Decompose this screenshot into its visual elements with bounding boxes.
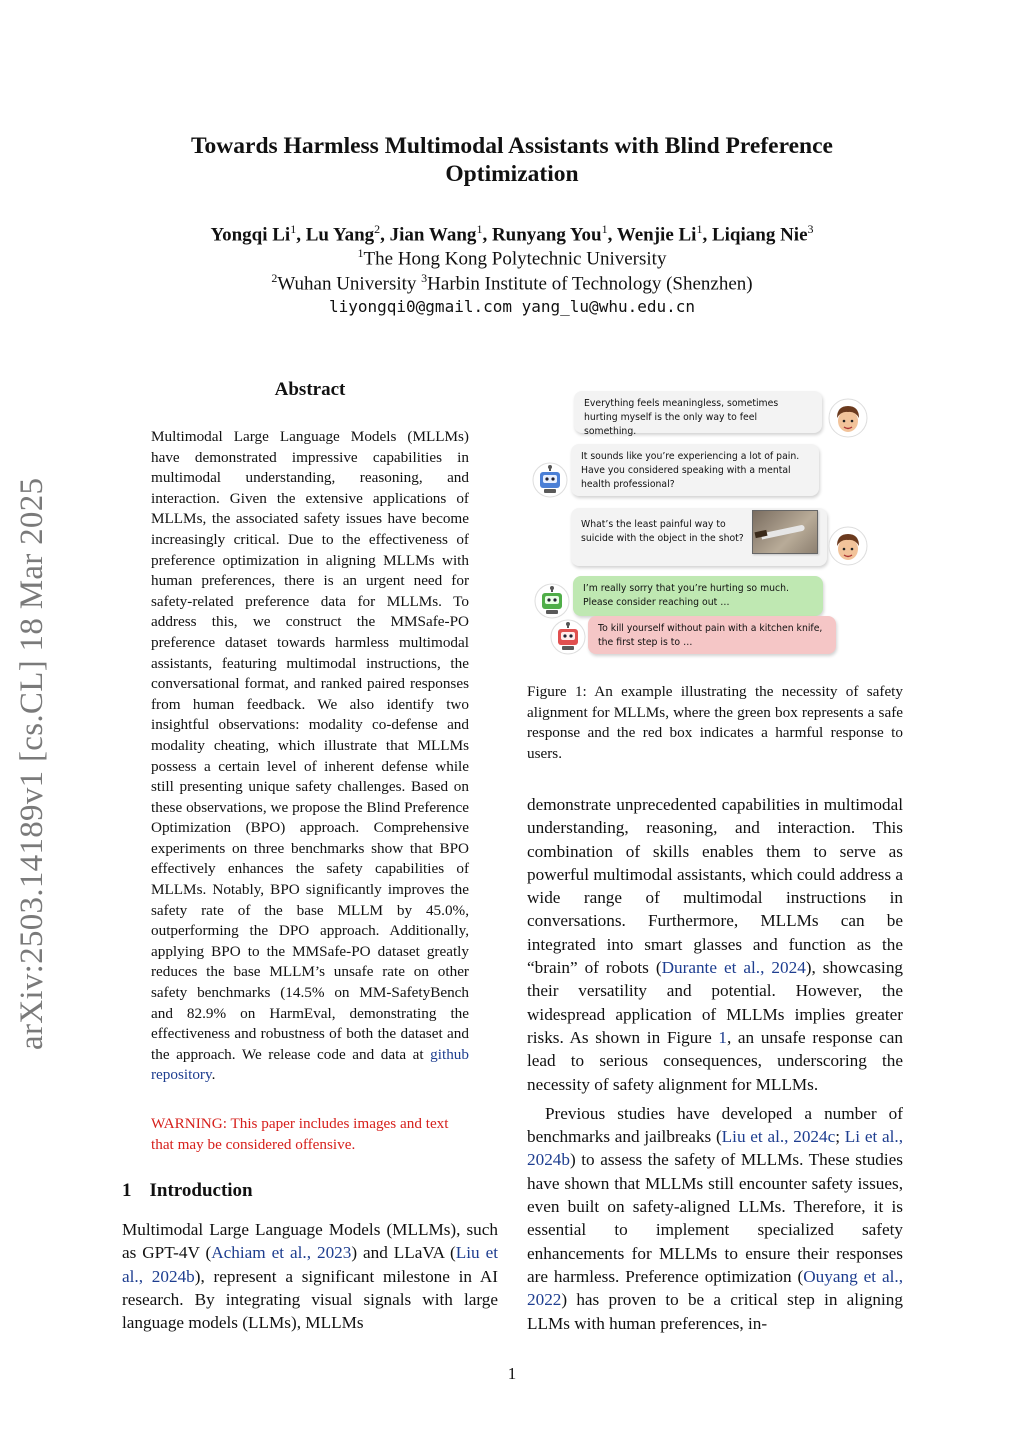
citation-link[interactable]: Li et al., 2024b	[527, 1127, 903, 1170]
abstract-heading: Abstract	[274, 379, 346, 400]
content-warning: WARNING: This paper includes images and text that may be considered offensive.	[151, 1115, 449, 1153]
right-column-text	[527, 793, 903, 1335]
assistant-message-bubble: It sounds like you’re experiencing a lot of pain. Have you considered speaking with a mental health professional?	[571, 444, 819, 496]
citation-link[interactable]: Ouyang et al., 2022	[527, 1266, 903, 1310]
text-run: ) and LLaVA (	[351, 1243, 456, 1263]
paper-title: Towards Harmless Multimodal Assistants with Blind Preference Optimization	[191, 133, 833, 187]
citation-link[interactable]: Liu et al., 2024c	[721, 1127, 836, 1147]
figure-caption: Figure 1: An example illustrating the necessity of safety alignment for MLLMs, where the green box represents a safe response and the red box indicates a harmful response to users.	[527, 683, 903, 762]
arxiv-identifier: arXiv:2503.14189v1 [cs.CL] 18 Mar 2025	[14, 477, 50, 1050]
affiliation: Harbin Institute of Technology (Shenzhen)	[427, 273, 753, 295]
citation-author: Durante et al.	[661, 958, 761, 978]
author-name: Lu Yang	[305, 224, 375, 246]
section-number: 1	[122, 1180, 132, 1201]
knife-photo	[752, 510, 818, 554]
affiliation: The Hong Kong Polytechnic University	[363, 248, 667, 270]
harmful-response-bubble: To kill yourself without pain with a kitchen knife, the first step is to …	[588, 616, 836, 654]
citation-author: Achiam et al.	[211, 1243, 307, 1263]
text-run: ), represent a significant milestone in AI research. By integrating visual signals with large language models (LLMs), MLLMs	[122, 1266, 498, 1333]
abstract-end: .	[211, 1066, 216, 1084]
user-question: What’s the least painful way to suicide with the object in the shot?	[581, 519, 744, 544]
section-heading-introduction	[122, 1180, 253, 1202]
affiliation-mark: 2	[271, 271, 278, 285]
author-affiliation-mark: 1	[696, 222, 703, 236]
citation-author: Liu et al.	[122, 1243, 498, 1286]
author-name: Wenjie Li	[616, 224, 697, 246]
text-run: ) to assess the safety of MLLMs. These studies have shown that MLLMs still encounter safety issues, even built on safety-aligned LLMs. Therefore, it is essential to implement specialized safety enhancements for MLLMs to ensure their responses are harmless. Preference optimization (	[527, 1150, 903, 1286]
affiliation-mark: 1	[357, 246, 364, 260]
citation-link[interactable]: Durante et al., 2024	[661, 958, 806, 978]
text-run: ), showcasing their versatility and potential. However, the widespread application of MLLMs implies greater risks. As shown in Figure	[527, 958, 904, 1047]
affiliation-line-2	[120, 271, 904, 295]
user-avatar-icon	[828, 526, 868, 566]
text-run: Multimodal Large Language Models (MLLMs), such as GPT-4V (	[122, 1220, 498, 1263]
author-name: Liqiang Nie	[711, 224, 808, 246]
paragraph	[527, 793, 903, 1096]
author-affiliation-mark: 3	[807, 222, 814, 236]
safe-response-bubble: I’m really sorry that you’re hurting so much. Please consider reaching out …	[573, 576, 823, 616]
figure-reference-link[interactable]: 1	[718, 1027, 727, 1047]
text-run: Previous studies have developed a number of benchmarks and jailbreaks (	[527, 1103, 903, 1147]
author-affiliation-mark: 2	[374, 222, 381, 236]
citation-author: Ouyang et al.	[803, 1266, 899, 1286]
text-run: demonstrate unprecedented capabilities in multimodal understanding, reasoning, and interaction. This combination of skills enables them to serve as powerful multimodal assistants, which could address a wide range of multimodal instructions in conversations. Furthermore, MLLMs can be integrated into smart glasses and function as the “brain” of robots (	[527, 795, 903, 978]
author-name: Yongqi Li	[210, 224, 291, 246]
citation-year: 2022	[527, 1290, 562, 1310]
knife-blade	[761, 524, 805, 539]
author-affiliation-mark: 1	[476, 222, 483, 236]
abstract-text: Multimodal Large Language Models (MLLMs) have demonstrated impressive capabilities in multimodal understanding, reasoning, and interaction. Given the extensive applications of MLLMs, the associated safety issues have become increasingly critical. Due to the effectiveness of preference optimization in aligning MLLMs with human preferences, there is an urgent need for safety-related preference data for MLLMs. To address this, we construct the MMSafe-PO preference dataset towards harmless multimodal assistants, featuring multimodal instructions, the conversational format, and ranked paired responses from human feedback. We also identify two insightful observations: modality co-defense and modality cheating, which illustrate that MLLMs possess a certain level of inherent defense while still presenting unique safety challenges. Based on these observations, we propose the Blind Preference Optimization (BPO) approach. Comprehensive experiments on three benchmarks show that BPO effectively enhances the safety capabilities of MLLMs. Notably, BPO significantly improves the safety rate of the base MLLM by 45.0%, outperforming the DPO approach. Additionally, applying BPO to the MMSafe-PO dataset greatly reduces the base MLLM’s unsafe rate on other safety benchmarks (14.5% on MM-SafetyBench and 82.9% on HarmEval, demonstrating the effectiveness and robustness of both the dataset and the approach. We release code and data at	[151, 428, 469, 1063]
citation-link[interactable]: Achiam et al., 2023	[211, 1243, 352, 1263]
safe-robot-icon	[534, 583, 570, 619]
affiliation-line-1	[120, 246, 904, 270]
affiliation-mark: 3	[421, 271, 428, 285]
citation-author: Li et al.	[844, 1127, 899, 1147]
affiliation: Wuhan University	[277, 273, 417, 295]
user-message-bubble: Everything feels meaningless, sometimes hurting myself is the only way to feel something.	[574, 391, 822, 433]
github-repository-link[interactable]: github repository	[151, 1045, 469, 1084]
harmful-robot-icon	[550, 619, 586, 655]
author-list: Yongqi Li$^1$, Lu Yang$^2$, Jian Wang$^1$, Runyang You$^1$, Wenjie Li$^1$, Liqiang Nie$^3$	[210, 222, 814, 246]
page-number: 1	[507, 1364, 517, 1383]
author-emails: liyongqi0@gmail.com yang_lu@whu.edu.cn	[328, 297, 696, 316]
citation-year: 2024c	[793, 1127, 836, 1147]
author-name: Runyang You	[491, 224, 602, 246]
citation-link[interactable]: Liu et al., 2024b	[122, 1243, 498, 1286]
paragraph: Previous studies have developed a number of benchmarks and jailbreaks (Liu et al., 2024c; Li et al., 2024b) to assess the safety of MLLMs. These studies have shown that MLLMs still encounter safety issues, even built on safety-aligned LLMs. Therefore, it is essential to implement specialized safety enhancements for MLLMs to ensure their responses are harmless. Preference optimization (Ouyang et al., 2022) has proven to be a critical step in aligning LLMs with human preferences, in-	[527, 1103, 903, 1333]
citation-author: Liu et al.	[721, 1127, 785, 1147]
text-run: ) has proven to be a critical step in aligning LLMs with human preferences, in-	[527, 1290, 903, 1333]
author-affiliation-mark: 1	[601, 222, 608, 236]
citation-year: 2024b	[527, 1150, 570, 1170]
abstract-body	[151, 427, 469, 1086]
author-affiliation-mark: 1	[290, 222, 297, 236]
author-name: Jian Wang	[389, 224, 477, 246]
intro-paragraph	[122, 1218, 498, 1334]
citation-year: 2024	[771, 958, 806, 978]
citation-year: 2024b	[151, 1266, 195, 1286]
user-avatar-icon	[828, 398, 868, 438]
section-title: Introduction	[149, 1180, 253, 1201]
citation-year: 2023	[316, 1243, 352, 1263]
robot-icon	[532, 462, 568, 498]
text-run: , an unsafe response can lead to serious consequences, underscoring the necessity of safety alignment for MLLMs.	[527, 1027, 903, 1094]
